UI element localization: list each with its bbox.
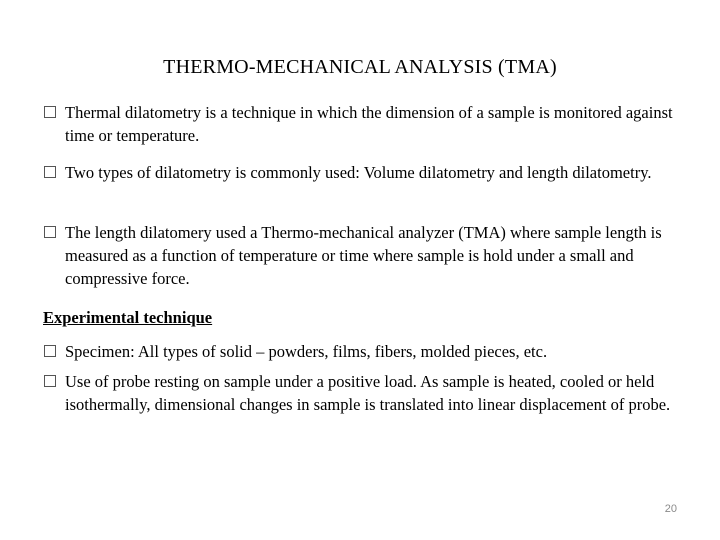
bullet-box-icon (44, 106, 56, 118)
bullet-item-1 (44, 101, 694, 147)
bullet-box-icon (44, 226, 56, 238)
bullet-item-2 (44, 161, 694, 184)
bullet-text: Two types of dilatometry is commonly used: Volume dilatometry and length dilatometry. (65, 163, 652, 182)
page-number: 20 (664, 503, 677, 515)
bullet-text: Thermal dilatometry is a technique in which the dimension of a sample is monitored against time or temperature. (65, 103, 673, 145)
bullet-box-icon (44, 345, 56, 357)
bullet-box-icon (44, 375, 56, 387)
bullet-text: Use of probe resting on sample under a positive load. As sample is heated, cooled or held isothermally, dimensional changes in sample is translated into linear displacement of probe. (65, 372, 671, 414)
section-heading: Experimental technique (43, 308, 213, 327)
bullet-box-icon (44, 166, 56, 178)
bullet-text: Specimen: All types of solid – powders, films, fibers, molded pieces, etc. (65, 342, 548, 361)
section-bullet-item-2 (44, 370, 694, 416)
bullet-text: The length dilatomery used a Thermo-mechanical analyzer (TMA) where sample length is measured as a function of temperature or time where sample is hold under a small and compressive force. (65, 223, 662, 288)
bullet-item-3 (44, 221, 694, 290)
slide-title: THERMO-MECHANICAL ANALYSIS (TMA) (163, 56, 557, 78)
section-bullet-item-1 (44, 340, 694, 363)
